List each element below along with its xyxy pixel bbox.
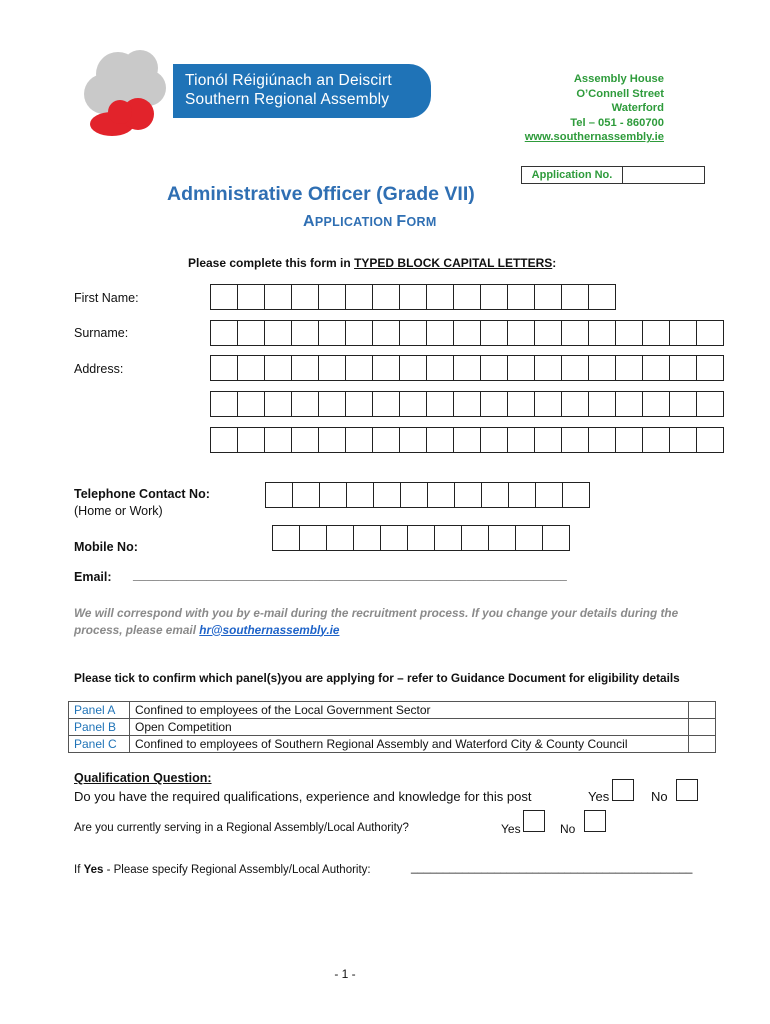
panel-a-id: Panel A: [69, 702, 130, 719]
panel-c-id: Panel C: [69, 736, 130, 753]
correspondence-note: We will correspond with you by e-mail during the recruitment process. If you change your details during the process, please email hr@southernassembly.ie: [74, 606, 679, 637]
telephone-boxes[interactable]: [265, 482, 590, 508]
panel-b-id: Panel B: [69, 719, 130, 736]
email-field-line[interactable]: _________________________________________________________________: [133, 568, 567, 582]
address-line-2: O’Connell Street: [576, 87, 664, 100]
panel-b-tick[interactable]: [689, 719, 716, 736]
surname-boxes[interactable]: [210, 320, 724, 346]
first-name-boxes[interactable]: [210, 284, 616, 310]
telephone-label: Telephone Contact No:: [74, 487, 210, 501]
qualification-yes-checkbox[interactable]: [612, 779, 634, 801]
website-link[interactable]: www.southernassembly.ie: [524, 131, 664, 144]
surname-label: Surname:: [74, 326, 129, 340]
page-subtitle: APPLICATION FORM: [303, 213, 437, 230]
serving-no-checkbox[interactable]: [584, 810, 606, 832]
address-line-1: Assembly House: [573, 73, 664, 85]
qualification-question: Do you have the required qualifications, experience and knowledge for this post: [74, 789, 532, 804]
panel-c-desc: Confined to employees of Southern Regional Assembly and Waterford City & County Council: [130, 736, 689, 753]
panel-table: [68, 701, 716, 753]
mobile-boxes[interactable]: [272, 525, 570, 551]
specify-authority-label: If Yes - Please specify Regional Assembly/Local Authority:: [74, 864, 371, 876]
first-name-label: First Name:: [74, 291, 139, 305]
address-line-3: Waterford: [611, 102, 664, 115]
serving-no-label: No: [560, 822, 576, 836]
page-number: - 1 -: [334, 967, 356, 981]
logo-text-english: Southern Regional Assembly: [185, 91, 390, 108]
panel-row-a: [69, 702, 716, 719]
panel-c-tick[interactable]: [689, 736, 716, 753]
form-instruction: Please complete this form in TYPED BLOCK CAPITAL LETTERS:: [188, 256, 557, 270]
logo-banner: [173, 64, 431, 118]
contact-address: [525, 72, 664, 145]
qualification-yes-label: Yes: [588, 789, 610, 804]
serving-yes-label: Yes: [501, 822, 521, 836]
application-number-label: Application No.: [522, 167, 623, 183]
application-number-field[interactable]: [623, 167, 704, 183]
address-label: Address:: [74, 362, 124, 376]
address-boxes-row-3[interactable]: [210, 427, 724, 453]
logo: [78, 46, 438, 141]
qualification-heading: Qualification Question:: [74, 771, 212, 785]
page-title: Administrative Officer (Grade VII): [167, 183, 475, 205]
qualification-no-checkbox[interactable]: [676, 779, 698, 801]
qualification-no-label: No: [651, 789, 668, 804]
panel-a-desc: Confined to employees of the Local Government Sector: [130, 702, 689, 719]
address-boxes-row-1[interactable]: [210, 355, 724, 381]
logo-text-irish: Tionól Réigiúnach an Deiscirt: [185, 72, 392, 89]
address-phone: Tel – 051 - 860700: [570, 116, 664, 129]
mobile-label: Mobile No:: [74, 540, 138, 554]
panel-row-c: [69, 736, 716, 753]
panel-instruction: Please tick to confirm which panel(s)you are applying for – refer to Guidance Document for eligibility details: [74, 671, 680, 685]
serving-question: Are you currently serving in a Regional Assembly/Local Authority?: [74, 822, 409, 834]
specify-authority-line[interactable]: ____________________________________________: [411, 862, 693, 874]
email-label: Email:: [74, 570, 112, 584]
panel-b-desc: Open Competition: [130, 719, 689, 736]
telephone-note: (Home or Work): [74, 504, 163, 518]
hr-email-link[interactable]: hr@southernassembly.ie: [199, 622, 340, 637]
address-boxes-row-2[interactable]: [210, 391, 724, 417]
serving-yes-checkbox[interactable]: [523, 810, 545, 832]
panel-a-tick[interactable]: [689, 702, 716, 719]
application-number-box: [521, 166, 705, 184]
panel-row-b: [69, 719, 716, 736]
